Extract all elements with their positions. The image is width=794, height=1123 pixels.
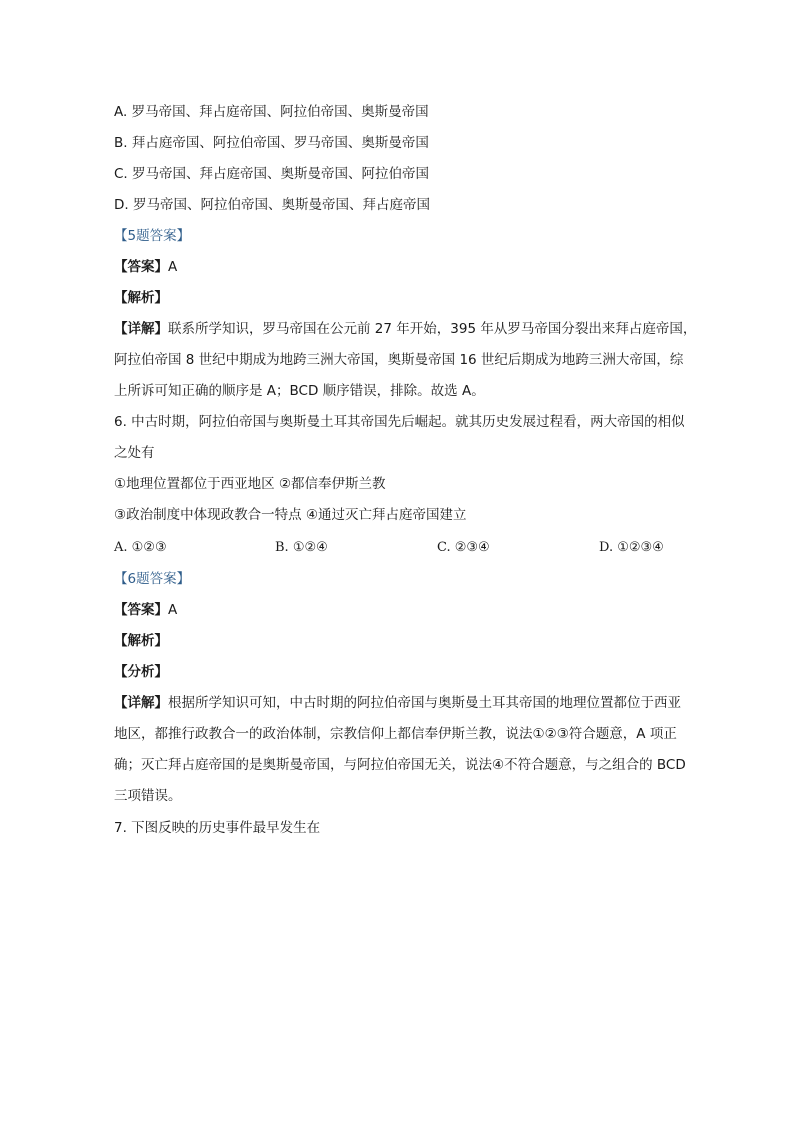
q6-choice-a: A. ①②③ [114,540,167,555]
q7-stem: 7. 下图反映的历史事件最早发生在 [114,820,321,836]
q5-detail-text-1: 联系所学知识，罗马帝国在公元前 27 年开始，395 年从罗马帝国分裂出来拜占庭帝国， [168,321,697,337]
q6-choice-b: B. ①②④ [275,540,328,555]
q6-statement-2: ③政治制度中体现政教合一特点 ④通过灭亡拜占庭帝国建立 [114,507,467,523]
q6-detail-text-1: 根据所学知识可知，中古时期的阿拉伯帝国与奥斯曼土耳其帝国的地理位置都位于西亚 [168,695,681,711]
q5-answer-line [114,257,177,277]
q5-answer-tag: 【答案】 [114,259,168,275]
q5-detail-line-3: 上所诉可知正确的顺序是 A；BCD 顺序错误，排除。故选 A。 [114,383,485,399]
q5-option-c: C. 罗马帝国、拜占庭帝国、奥斯曼帝国、阿拉伯帝国 [114,166,430,182]
q6-detail-line-1 [114,693,681,713]
q6-answer-header: 【6题答案】 [114,571,191,587]
q6-detail-line-3: 确；灭亡拜占庭帝国的是奥斯曼帝国，与阿拉伯帝国无关，说法④不符合题意，与之组合的 BCD [114,757,686,773]
q6-statement-1: ①地理位置都位于西亚地区 ②都信奉伊斯兰教 [114,476,386,492]
q5-answer-header: 【5题答案】 [114,228,191,244]
q6-choice-c: C. ②③④ [437,540,490,555]
q6-detail-line-4: 三项错误。 [114,788,182,804]
q5-detail-tag: 【详解】 [114,321,168,337]
q6-analysis-sub: 【分析】 [114,664,168,680]
q6-answer-value: A [168,602,178,618]
q5-option-d: D. 罗马帝国、阿拉伯帝国、奥斯曼帝国、拜占庭帝国 [114,197,430,213]
q5-answer-value: A [168,259,178,275]
q5-option-b: B. 拜占庭帝国、阿拉伯帝国、罗马帝国、奥斯曼帝国 [114,135,429,151]
q5-detail-line-1 [114,319,696,339]
q6-analysis-header: 【解析】 [114,633,168,649]
q6-choices [114,538,694,558]
q6-stem-line-2: 之处有 [114,445,155,461]
q6-answer-tag: 【答案】 [114,602,168,618]
q6-choice-d: D. ①②③④ [599,540,664,555]
q6-answer-line [114,600,177,620]
q6-detail-tag: 【详解】 [114,695,168,711]
q6-detail-line-2: 地区，都推行政教合一的政治体制，宗教信仰上都信奉伊斯兰教，说法①②③符合题意，A 项正 [114,726,677,742]
q5-detail-line-2: 阿拉伯帝国 8 世纪中期成为地跨三洲大帝国，奥斯曼帝国 16 世纪后期成为地跨三洲大帝国，综 [114,352,684,368]
q5-analysis-header: 【解析】 [114,290,168,306]
q6-stem-line-1: 6. 中古时期，阿拉伯帝国与奥斯曼土耳其帝国先后崛起。就其历史发展过程看，两大帝国的相似 [114,414,685,430]
q5-option-a: A. 罗马帝国、拜占庭帝国、阿拉伯帝国、奥斯曼帝国 [114,104,429,120]
